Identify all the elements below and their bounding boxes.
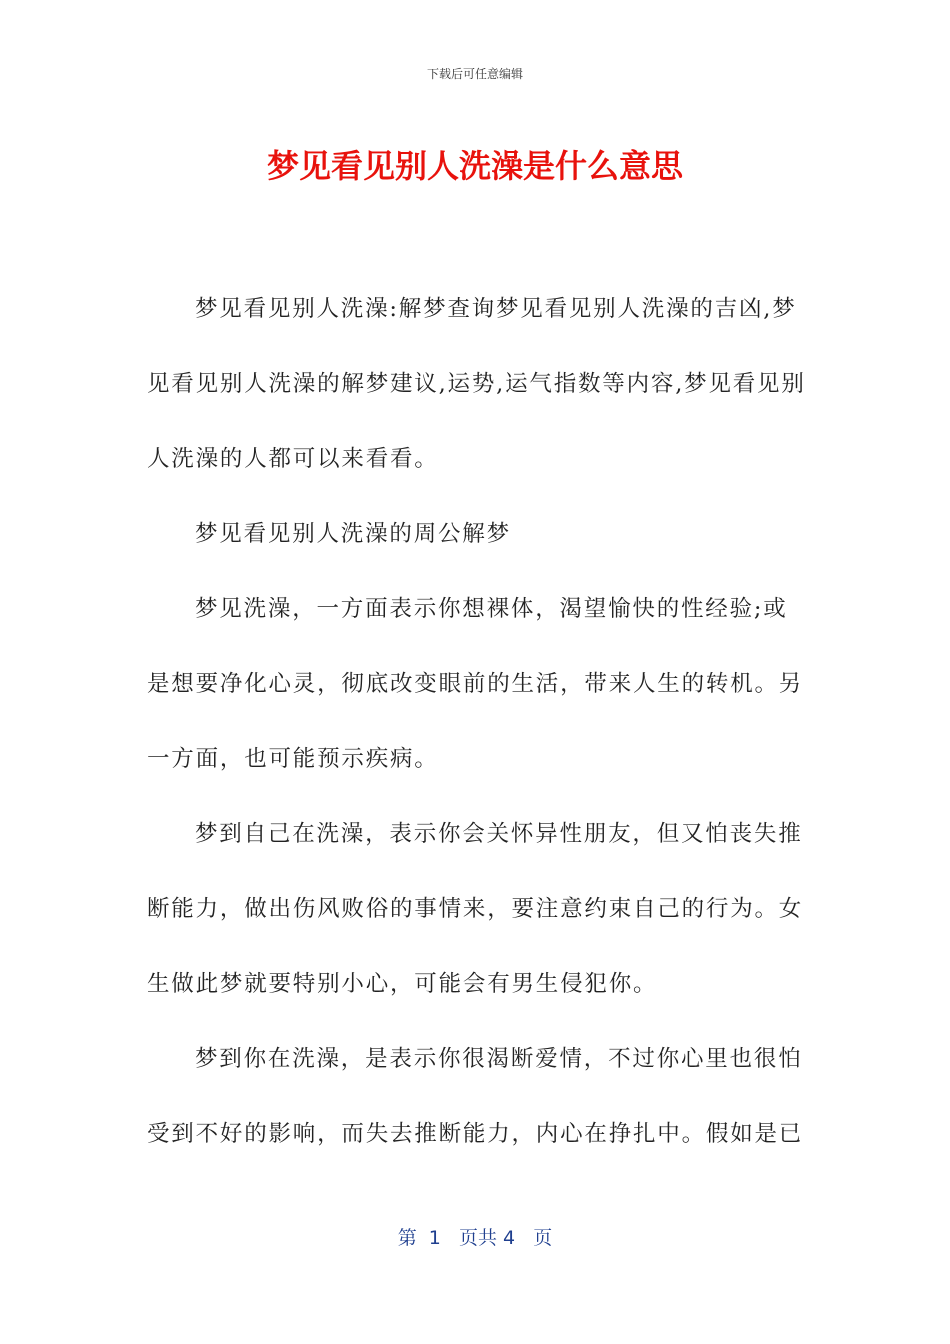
paragraph-you-bathing: 梦到你在洗澡，是表示你很渴断爱情，不过你心里也很怕受到不好的影响，而失去推断能力，内心在挣扎中。假如是已 [147,1046,804,1147]
document-title: 梦见看见别人洗澡是什么意思 [266,147,683,185]
paragraph-intro: 梦见看见别人洗澡:解梦查询梦见看见别人洗澡的吉凶,梦见看见别人洗澡的解梦建议,运势,运气指数等内容,梦见看见别人洗澡的人都可以来看看。 [147,296,806,472]
paragraph-dream-bathing: 梦见洗澡，一方面表示你想裸体，渴望愉快的性经验;或是想要净化心灵，彻底改变眼前的生活，带来人生的转机。另一方面，也可能预示疾病。 [147,596,804,772]
document-body [147,272,807,1172]
paragraph-self-bathing: 梦到自己在洗澡，表示你会关怀异性朋友，但又怕丧失推断能力，做出伤风败俗的事情来，要注意约束自己的行为。女生做此梦就要特别小心，可能会有男生侵犯你。 [147,821,804,997]
paragraph-subheading: 梦见看见别人洗澡的周公解梦 [195,521,511,547]
page-header-note: 下载后可任意编辑 [426,67,523,81]
page-footer-number: 第 1 页共 4 页 [397,1227,553,1249]
